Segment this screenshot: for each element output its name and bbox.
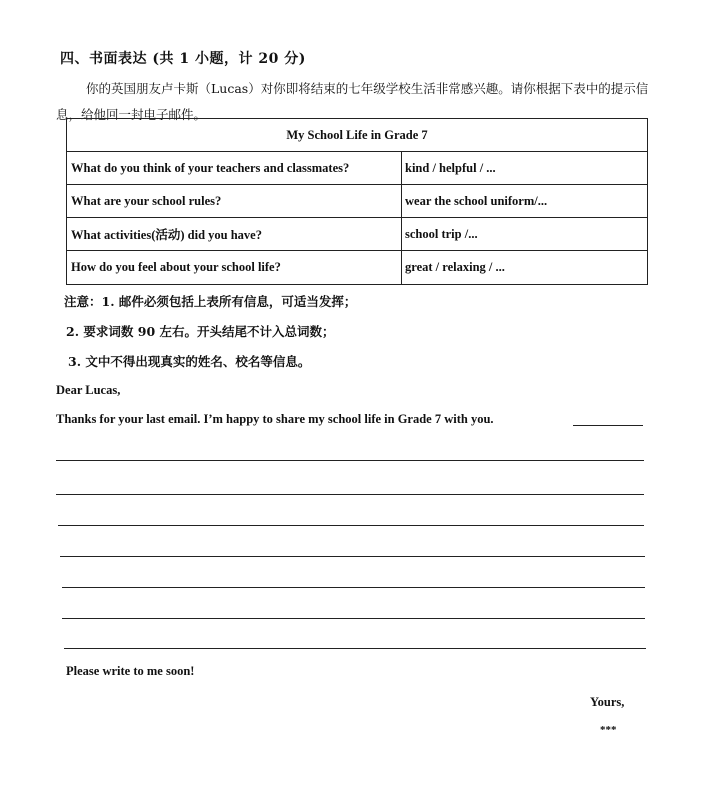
table-hint: kind / helpful / ... xyxy=(405,160,496,175)
table-question: How do you feel about your school life? xyxy=(67,251,402,284)
note-2: 2. 要求词数 90 左右。开头结尾不计入总词数； xyxy=(66,324,335,339)
table-hint: great / relaxing / ... xyxy=(405,260,505,274)
section-title: 四、书面表达 (共 1 小题，计 20 分) xyxy=(60,51,306,67)
letter-closing: Please write to me soon! xyxy=(66,664,195,678)
writing-line[interactable] xyxy=(62,618,645,619)
table-question: What activities(活动) did you have? xyxy=(67,218,402,250)
note-1: 注意：1. 邮件必须包括上表所有信息，可适当发挥； xyxy=(64,294,357,309)
hint-table xyxy=(66,118,648,285)
letter-signature: *** xyxy=(600,724,617,736)
table-hint: school trip /... xyxy=(405,226,478,241)
table-row xyxy=(67,185,647,218)
writing-line[interactable] xyxy=(56,460,644,461)
writing-line[interactable] xyxy=(56,494,644,495)
letter-opening: Thanks for your last email. I’m happy to share my school life in Grade 7 with you. xyxy=(56,412,494,426)
writing-line[interactable] xyxy=(62,587,645,588)
table-hint: wear the school uniform/... xyxy=(405,193,548,208)
note-3: 3. 文中不得出现真实的姓名、校名等信息。 xyxy=(68,354,311,369)
table-row xyxy=(67,152,647,185)
table-title: My School Life in Grade 7 xyxy=(67,119,647,152)
letter-greeting: Dear Lucas, xyxy=(56,383,121,397)
table-row xyxy=(67,251,647,284)
writing-line[interactable] xyxy=(64,648,646,649)
prompt-intro: 你的英国朋友卢卡斯（Lucas）对你即将结束的七年级学校生活非常感兴趣。请你根据下表中的提示信息，给他回一封电子邮件。 xyxy=(56,81,649,122)
table-question: What do you think of your teachers and classmates? xyxy=(67,152,402,184)
table-row xyxy=(67,218,647,251)
letter-signoff: Yours, xyxy=(590,695,625,709)
writing-blank-inline[interactable] xyxy=(573,425,643,426)
writing-line[interactable] xyxy=(58,525,644,526)
writing-line[interactable] xyxy=(60,556,645,557)
table-question: What are your school rules? xyxy=(67,185,402,217)
